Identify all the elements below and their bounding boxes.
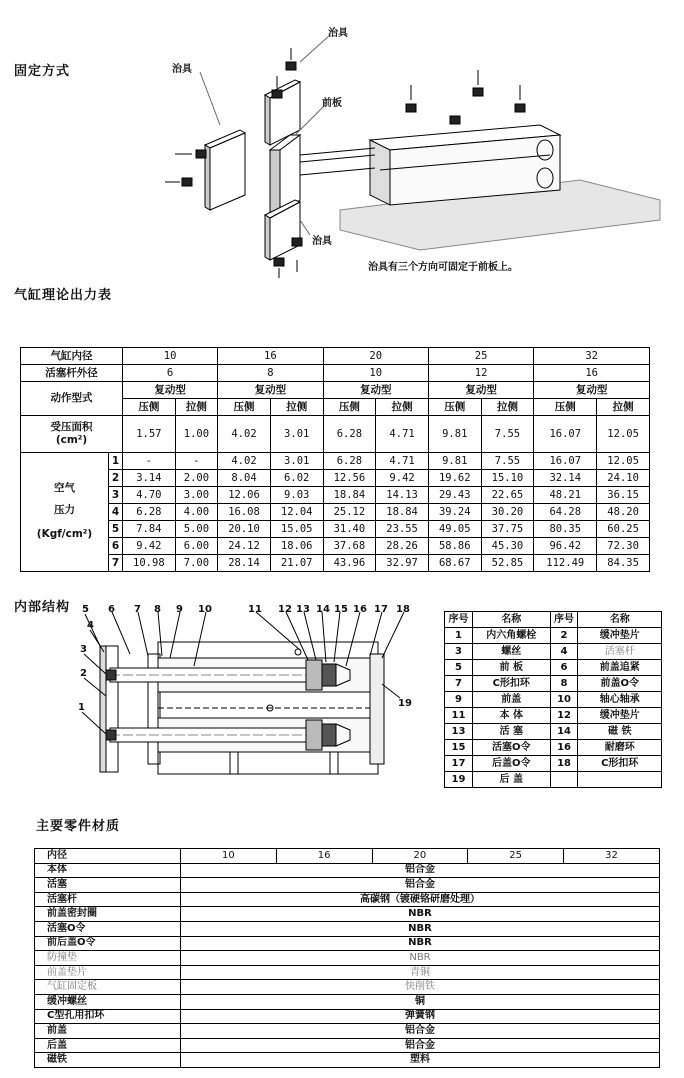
- material-value: 铜: [181, 994, 660, 1009]
- force-row: [21, 453, 650, 470]
- force-cell: 12.05: [597, 453, 650, 470]
- materials-table: [34, 848, 660, 1068]
- front-plate-label: 前板: [322, 98, 342, 109]
- pressure-value: 1: [109, 453, 123, 470]
- part-number: 4: [550, 644, 578, 660]
- force-row: [21, 521, 650, 538]
- force-cell: 10.98: [123, 555, 176, 572]
- callout-11: 11: [248, 604, 262, 615]
- area-cell: 12.05: [597, 416, 650, 453]
- rod-header: 活塞杆外径: [21, 365, 123, 382]
- pressure-value: 5: [109, 521, 123, 538]
- part-name: C形扣环: [578, 756, 662, 772]
- callout-18: 18: [396, 604, 410, 615]
- force-cell: 7.84: [123, 521, 176, 538]
- parts-row: [445, 692, 662, 708]
- callout-15: 15: [334, 604, 348, 615]
- force-cell: -: [123, 453, 176, 470]
- action-type: 复动型: [323, 382, 428, 399]
- area-row: [21, 416, 650, 453]
- part-number: 8: [550, 676, 578, 692]
- material-row: [35, 1024, 660, 1039]
- parts-row: [445, 756, 662, 772]
- air-pressure-header: [21, 453, 109, 572]
- force-row: [21, 504, 650, 521]
- force-cell: 8.04: [218, 470, 271, 487]
- material-value: 弹簧钢: [181, 1009, 660, 1024]
- material-row: [35, 951, 660, 966]
- callout-13: 13: [296, 604, 310, 615]
- force-cell: 6.00: [175, 538, 217, 555]
- force-cell: 36.15: [597, 487, 650, 504]
- push-side: 压侧: [534, 399, 597, 416]
- part-name: 耐磨环: [578, 740, 662, 756]
- callout-9: 9: [176, 604, 183, 615]
- material-row: [35, 994, 660, 1009]
- force-table-title: 气缸理论出力表: [14, 288, 113, 303]
- force-cell: 9.03: [270, 487, 323, 504]
- force-cell: 24.10: [597, 470, 650, 487]
- part-name: 活塞杆: [578, 644, 662, 660]
- parts-rows: [445, 628, 662, 788]
- part-number: 19: [445, 772, 473, 788]
- jig-top-label: 治具: [328, 28, 348, 39]
- material-part-name: 前后盖O令: [35, 936, 181, 951]
- part-number: 7: [445, 676, 473, 692]
- structure-diagram: [70, 604, 430, 784]
- bore-header: 气缸内径: [21, 348, 123, 365]
- force-row: [21, 538, 650, 555]
- material-row: [35, 1053, 660, 1068]
- parts-header-row: [445, 612, 662, 628]
- parts-row: [445, 628, 662, 644]
- material-value: NBR: [181, 951, 660, 966]
- force-cell: 12.04: [270, 504, 323, 521]
- force-cell: 43.96: [323, 555, 376, 572]
- parts-row: [445, 708, 662, 724]
- material-value: 高碳钢（镀硬铬研磨处理）: [181, 892, 660, 907]
- part-number: [550, 772, 578, 788]
- part-name: 后盖O令: [472, 756, 550, 772]
- pressure-value: 2: [109, 470, 123, 487]
- force-cell: 4.71: [376, 453, 429, 470]
- area-unit: (cm²): [55, 434, 88, 446]
- force-cell: 24.12: [218, 538, 271, 555]
- bore-10: 10: [181, 849, 277, 864]
- force-row: [21, 487, 650, 504]
- parts-row: [445, 676, 662, 692]
- force-cell: 16.08: [218, 504, 271, 521]
- material-value: 快削铁: [181, 980, 660, 995]
- part-name: 螺丝: [472, 644, 550, 660]
- force-cell: 30.20: [481, 504, 534, 521]
- force-row: [21, 555, 650, 572]
- pull-side: 拉侧: [597, 399, 650, 416]
- material-row: [35, 878, 660, 893]
- force-cell: 29.43: [428, 487, 481, 504]
- parts-row: [445, 724, 662, 740]
- force-cell: 32.14: [534, 470, 597, 487]
- rod-12: 12: [428, 365, 533, 382]
- part-number: 11: [445, 708, 473, 724]
- force-cell: 25.12: [323, 504, 376, 521]
- force-cell: 21.07: [270, 555, 323, 572]
- force-cell: 39.24: [428, 504, 481, 521]
- parts-row: [445, 660, 662, 676]
- part-number: 2: [550, 628, 578, 644]
- force-rows: [21, 453, 650, 572]
- force-table: [20, 347, 650, 572]
- part-number: 14: [550, 724, 578, 740]
- callout-17: 17: [374, 604, 388, 615]
- mounting-title: 固定方式: [14, 64, 71, 79]
- area-cell: 4.71: [376, 416, 429, 453]
- action-type: 复动型: [123, 382, 218, 399]
- material-part-name: 缓冲螺丝: [35, 994, 181, 1009]
- part-name: 前盖追紧: [578, 660, 662, 676]
- force-cell: 18.84: [376, 504, 429, 521]
- material-row: [35, 980, 660, 995]
- area-cell: 6.28: [323, 416, 376, 453]
- bore-header: 内径: [35, 849, 181, 864]
- force-cell: 7.00: [175, 555, 217, 572]
- bore-32: 32: [564, 849, 660, 864]
- material-value: 青铜: [181, 965, 660, 980]
- air-pressure-label: 压力: [54, 504, 75, 516]
- callout-12: 12: [278, 604, 292, 615]
- push-side: 压侧: [123, 399, 176, 416]
- force-cell: 2.00: [175, 470, 217, 487]
- action-header: 动作型式: [21, 382, 123, 416]
- part-number: 1: [445, 628, 473, 644]
- force-cell: 20.10: [218, 521, 271, 538]
- material-value: 铝合金: [181, 1024, 660, 1039]
- force-cell: -: [175, 453, 217, 470]
- rod-6: 6: [123, 365, 218, 382]
- part-number: 10: [550, 692, 578, 708]
- force-cell: 60.25: [597, 521, 650, 538]
- bore-row: [21, 348, 650, 365]
- bore-10: 10: [123, 348, 218, 365]
- force-cell: 68.67: [428, 555, 481, 572]
- material-part-name: 前盖: [35, 1024, 181, 1039]
- part-name: [578, 772, 662, 788]
- force-cell: 22.65: [481, 487, 534, 504]
- force-cell: 80.35: [534, 521, 597, 538]
- force-cell: 45.30: [481, 538, 534, 555]
- rod-8: 8: [218, 365, 323, 382]
- force-cell: 52.85: [481, 555, 534, 572]
- force-cell: 48.20: [597, 504, 650, 521]
- force-cell: 4.00: [175, 504, 217, 521]
- material-part-name: 本体: [35, 863, 181, 878]
- force-cell: 48.21: [534, 487, 597, 504]
- part-name: 前 板: [472, 660, 550, 676]
- bore-20: 20: [323, 348, 428, 365]
- force-cell: 6.28: [123, 504, 176, 521]
- air-pressure-label: 空气: [54, 482, 75, 494]
- callout-7: 7: [134, 604, 141, 615]
- force-cell: 15.10: [481, 470, 534, 487]
- area-cell: 7.55: [481, 416, 534, 453]
- force-cell: 12.56: [323, 470, 376, 487]
- material-row: [35, 921, 660, 936]
- materials-header-row: [35, 849, 660, 864]
- part-name: 缓冲垫片: [578, 708, 662, 724]
- force-cell: 58.86: [428, 538, 481, 555]
- parts-row: [445, 772, 662, 788]
- part-number: 15: [445, 740, 473, 756]
- material-value: 铝合金: [181, 1038, 660, 1053]
- pressure-value: 7: [109, 555, 123, 572]
- structure-title: 内部结构: [14, 600, 71, 615]
- material-value: 塑料: [181, 1053, 660, 1068]
- materials-title: 主要零件材质: [36, 819, 121, 834]
- mounting-illustration: [160, 10, 670, 280]
- force-cell: 15.05: [270, 521, 323, 538]
- force-cell: 4.70: [123, 487, 176, 504]
- material-row: [35, 1009, 660, 1024]
- area-cell: 4.02: [218, 416, 271, 453]
- part-number: 16: [550, 740, 578, 756]
- action-type: 复动型: [428, 382, 533, 399]
- action-type: 复动型: [534, 382, 650, 399]
- part-name: 后 盖: [472, 772, 550, 788]
- force-cell: 3.00: [175, 487, 217, 504]
- material-part-name: 防撞垫: [35, 951, 181, 966]
- material-value: NBR: [181, 907, 660, 922]
- part-name: 本 体: [472, 708, 550, 724]
- force-cell: 5.00: [175, 521, 217, 538]
- area-cell: 1.00: [175, 416, 217, 453]
- force-cell: 9.42: [123, 538, 176, 555]
- force-cell: 6.02: [270, 470, 323, 487]
- force-cell: 18.84: [323, 487, 376, 504]
- callout-1: 1: [78, 702, 85, 713]
- force-cell: 18.06: [270, 538, 323, 555]
- pull-side: 拉侧: [270, 399, 323, 416]
- force-cell: 37.68: [323, 538, 376, 555]
- force-cell: 7.55: [481, 453, 534, 470]
- pull-side: 拉侧: [481, 399, 534, 416]
- force-cell: 3.01: [270, 453, 323, 470]
- callout-8: 8: [154, 604, 161, 615]
- force-cell: 19.62: [428, 470, 481, 487]
- force-cell: 9.42: [376, 470, 429, 487]
- bore-32: 32: [534, 348, 650, 365]
- force-row: [21, 470, 650, 487]
- material-part-name: 活塞杆: [35, 892, 181, 907]
- structure-illustration: [70, 604, 430, 784]
- parts-row: [445, 644, 662, 660]
- pressure-value: 3: [109, 487, 123, 504]
- area-header: [21, 416, 123, 453]
- push-side: 压侧: [218, 399, 271, 416]
- material-part-name: 后盖: [35, 1038, 181, 1053]
- force-cell: 12.06: [218, 487, 271, 504]
- material-value: 铝合金: [181, 878, 660, 893]
- material-row: [35, 965, 660, 980]
- force-cell: 16.07: [534, 453, 597, 470]
- force-cell: 28.26: [376, 538, 429, 555]
- part-name: 前盖O令: [578, 676, 662, 692]
- callout-5: 5: [82, 604, 89, 615]
- material-part-name: 活塞: [35, 878, 181, 893]
- bore-20: 20: [372, 849, 468, 864]
- rod-10: 10: [323, 365, 428, 382]
- force-cell: 64.28: [534, 504, 597, 521]
- callout-10: 10: [198, 604, 212, 615]
- callout-2: 2: [80, 668, 87, 679]
- area-cell: 1.57: [123, 416, 176, 453]
- jig-left-label: 治具: [172, 64, 192, 75]
- part-number: 6: [550, 660, 578, 676]
- no-header: 序号: [550, 612, 578, 628]
- pull-side: 拉侧: [175, 399, 217, 416]
- part-number: 5: [445, 660, 473, 676]
- part-number: 12: [550, 708, 578, 724]
- part-number: 3: [445, 644, 473, 660]
- material-row: [35, 907, 660, 922]
- material-part-name: 前盖垫片: [35, 965, 181, 980]
- part-name: 缓冲垫片: [578, 628, 662, 644]
- force-cell: 112.49: [534, 555, 597, 572]
- materials-rows: [35, 863, 660, 1067]
- force-cell: 96.42: [534, 538, 597, 555]
- force-cell: 23.55: [376, 521, 429, 538]
- callout-19: 19: [398, 698, 412, 709]
- force-cell: 4.02: [218, 453, 271, 470]
- force-cell: 14.13: [376, 487, 429, 504]
- push-side: 压侧: [323, 399, 376, 416]
- force-cell: 3.14: [123, 470, 176, 487]
- material-value: NBR: [181, 921, 660, 936]
- name-header: 名称: [472, 612, 550, 628]
- callout-16: 16: [353, 604, 367, 615]
- push-side: 压侧: [428, 399, 481, 416]
- force-cell: 31.40: [323, 521, 376, 538]
- part-name: 轴心轴承: [578, 692, 662, 708]
- bore-25: 25: [468, 849, 564, 864]
- action-type: 复动型: [218, 382, 323, 399]
- part-name: 前盖: [472, 692, 550, 708]
- material-row: [35, 936, 660, 951]
- area-cell: 3.01: [270, 416, 323, 453]
- part-number: 13: [445, 724, 473, 740]
- material-part-name: 前盖密封圈: [35, 907, 181, 922]
- force-cell: 28.14: [218, 555, 271, 572]
- pressure-value: 6: [109, 538, 123, 555]
- force-cell: 37.75: [481, 521, 534, 538]
- part-number: 18: [550, 756, 578, 772]
- area-label: 受压面积: [50, 421, 93, 433]
- callout-4: 4: [87, 620, 94, 631]
- part-name: 活塞O令: [472, 740, 550, 756]
- bore-16: 16: [276, 849, 372, 864]
- material-part-name: C型孔用扣环: [35, 1009, 181, 1024]
- air-pressure-label: (Kgf/cm²): [36, 528, 93, 540]
- pull-side: 拉侧: [376, 399, 429, 416]
- material-value: 铝合金: [181, 863, 660, 878]
- callout-6: 6: [108, 604, 115, 615]
- force-cell: 9.81: [428, 453, 481, 470]
- callout-14: 14: [316, 604, 330, 615]
- area-cell: 9.81: [428, 416, 481, 453]
- rod-row: [21, 365, 650, 382]
- material-value: NBR: [181, 936, 660, 951]
- part-name: 磁 铁: [578, 724, 662, 740]
- parts-row: [445, 740, 662, 756]
- callout-3: 3: [80, 644, 87, 655]
- action-row: [21, 382, 650, 399]
- mounting-note: 治具有三个方向可固定于前板上。: [368, 262, 518, 273]
- material-row: [35, 863, 660, 878]
- force-cell: 84.35: [597, 555, 650, 572]
- force-cell: 72.30: [597, 538, 650, 555]
- no-header: 序号: [445, 612, 473, 628]
- part-name: 内六角螺栓: [472, 628, 550, 644]
- bore-16: 16: [218, 348, 323, 365]
- force-cell: 6.28: [323, 453, 376, 470]
- force-cell: 49.05: [428, 521, 481, 538]
- material-row: [35, 892, 660, 907]
- mounting-diagram: [160, 10, 670, 280]
- part-name: 活 塞: [472, 724, 550, 740]
- part-number: 9: [445, 692, 473, 708]
- material-part-name: 气缸固定板: [35, 980, 181, 995]
- bore-25: 25: [428, 348, 533, 365]
- part-number: 17: [445, 756, 473, 772]
- material-row: [35, 1038, 660, 1053]
- pressure-value: 4: [109, 504, 123, 521]
- name-header: 名称: [578, 612, 662, 628]
- force-cell: 32.97: [376, 555, 429, 572]
- parts-table: [444, 611, 662, 788]
- jig-bottom-label: 治具: [312, 236, 332, 247]
- rod-16: 16: [534, 365, 650, 382]
- part-name: C形扣环: [472, 676, 550, 692]
- material-part-name: 磁铁: [35, 1053, 181, 1068]
- area-cell: 16.07: [534, 416, 597, 453]
- material-part-name: 活塞O令: [35, 921, 181, 936]
